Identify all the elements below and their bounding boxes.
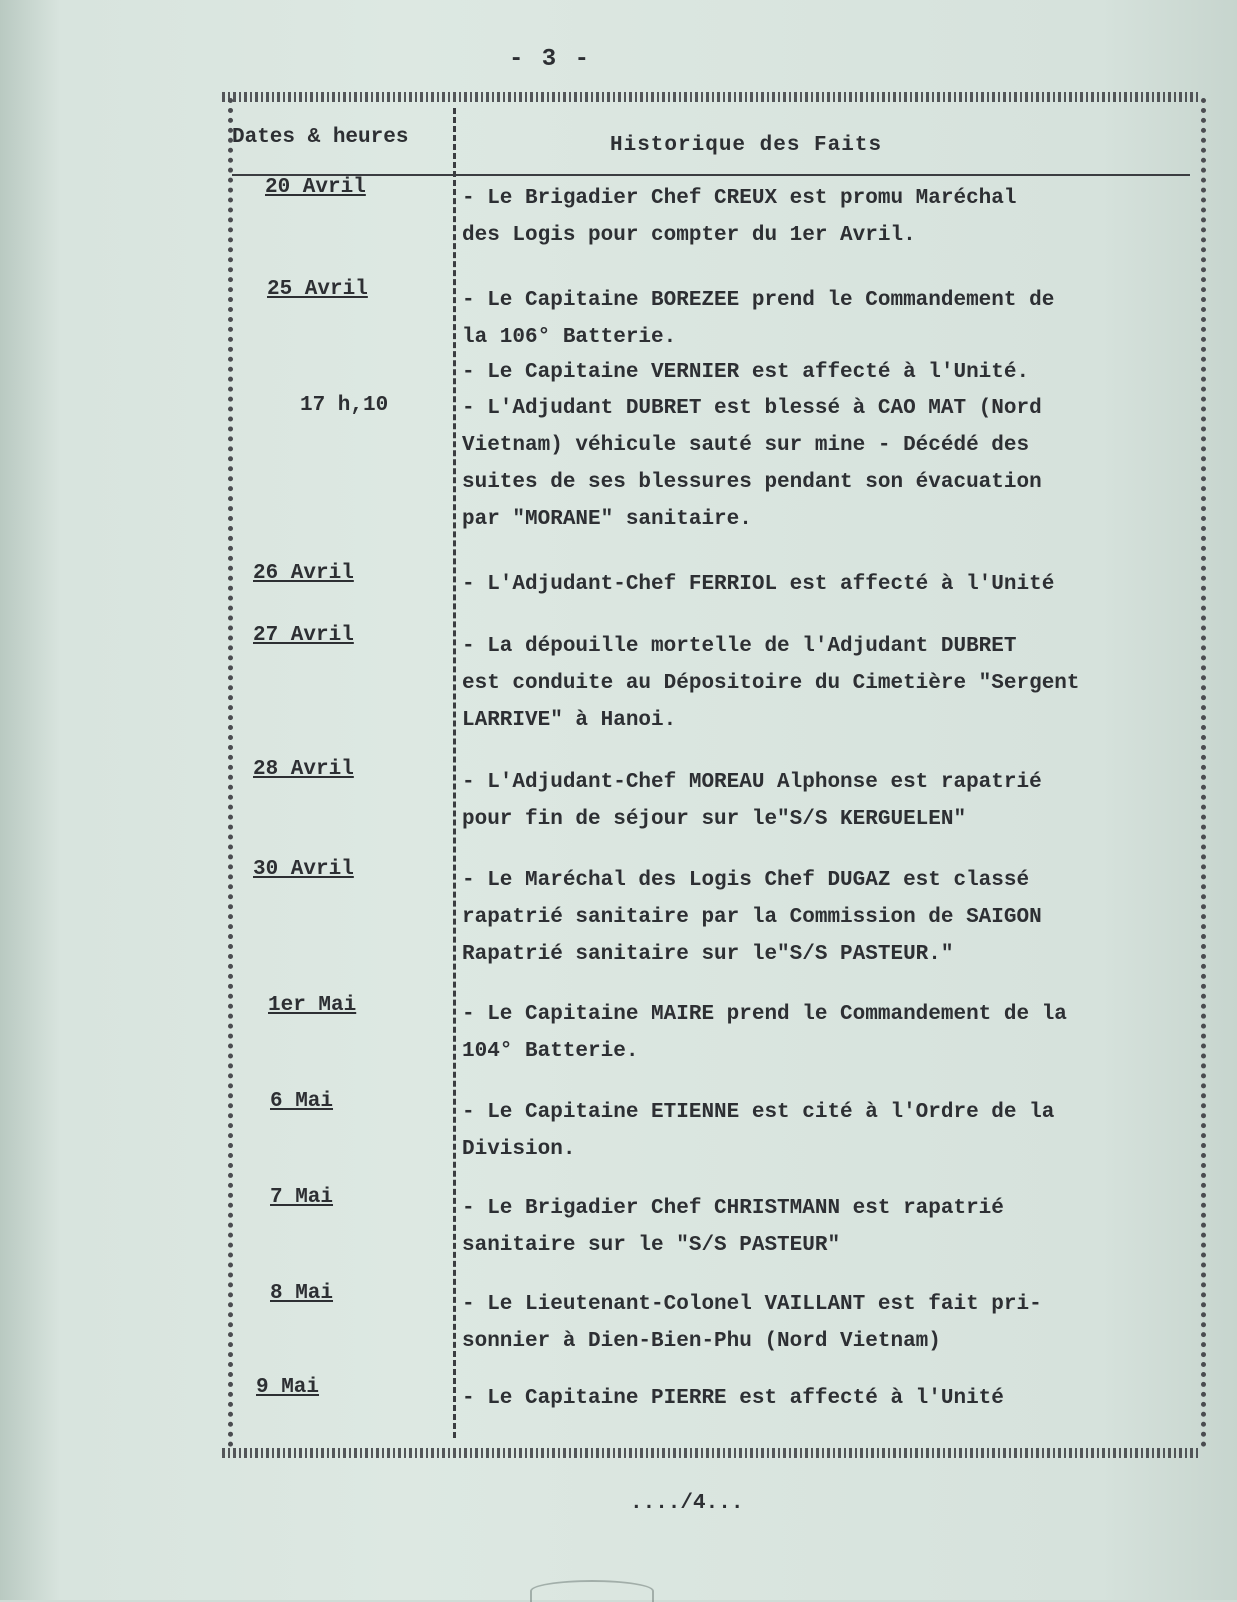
entry-date: 28 Avril	[253, 758, 354, 781]
entry-date: 20 Avril	[265, 176, 366, 199]
entry-time: 17 h,10	[300, 394, 389, 417]
entry-date: 1er Mai	[268, 994, 357, 1017]
decorative-bottom-border	[222, 1448, 1198, 1458]
entry-date: 7 Mai	[270, 1186, 334, 1209]
entry-text: - Le Capitaine VERNIER est affecté à l'Unité.	[462, 361, 1030, 384]
entry-text: - Le Capitaine ETIENNE est cité à l'Ordre de la Division.	[462, 1101, 1055, 1161]
entry-text: - Le Brigadier Chef CHRISTMANN est rapatrié sanitaire sur le "S/S PASTEUR"	[462, 1197, 1004, 1257]
column-divider	[453, 108, 456, 1438]
facts-column-header: Historique des Faits	[610, 134, 883, 157]
entry-text: - L'Adjudant DUBRET est blessé à CAO MAT (Nord Vietnam) véhicule sauté sur mine - Décédé des suites de ses blessures pendant son évacuation par "MORANE" sanitaire.	[462, 397, 1042, 531]
entry-text: - Le Capitaine PIERRE est affecté à l'Unité	[462, 1387, 1004, 1410]
entry-date: 30 Avril	[253, 858, 354, 881]
entry-date: 9 Mai	[256, 1376, 320, 1399]
entry-text: - Le Capitaine MAIRE prend le Commandement de la 104° Batterie.	[462, 1003, 1067, 1063]
entry-text: - Le Lieutenant-Colonel VAILLANT est fait pri- sonnier à Dien-Bien-Phu (Nord Vietnam)	[462, 1293, 1042, 1353]
stamp-mark	[530, 1580, 654, 1602]
entry-text: - La dépouille mortelle de l'Adjudant DUBRET est conduite au Dépositoire du Cimetière "Sergent LARRIVE" à Hanoi.	[462, 635, 1080, 732]
entry-date: 27 Avril	[253, 624, 354, 647]
entry-date: 25 Avril	[267, 278, 368, 301]
entry-date: 6 Mai	[270, 1090, 334, 1113]
header-rule	[232, 174, 1190, 176]
entry-text: - L'Adjudant-Chef MOREAU Alphonse est rapatrié pour fin de séjour sur le"S/S KERGUELEN"	[462, 771, 1042, 831]
entry-text: - L'Adjudant-Chef FERRIOL est affecté à l'Unité	[462, 573, 1055, 596]
entry-date: 8 Mai	[270, 1282, 334, 1305]
entry-date: 26 Avril	[253, 562, 354, 585]
entry-text: - Le Brigadier Chef CREUX est promu Maréchal des Logis pour compter du 1er Avril.	[462, 187, 1017, 247]
page-number: - 3 -	[508, 46, 591, 73]
entry-text: - Le Capitaine BOREZEE prend le Commandement de la 106° Batterie.	[462, 289, 1055, 349]
continuation-footer: ..../4...	[630, 1492, 744, 1515]
entry-text: - Le Maréchal des Logis Chef DUGAZ est classé rapatrié sanitaire par la Commission de SAIGON Rapatrié sanitaire sur le"S/S PASTEUR."	[462, 869, 1042, 966]
dates-column-header: Dates & heures	[232, 126, 409, 149]
